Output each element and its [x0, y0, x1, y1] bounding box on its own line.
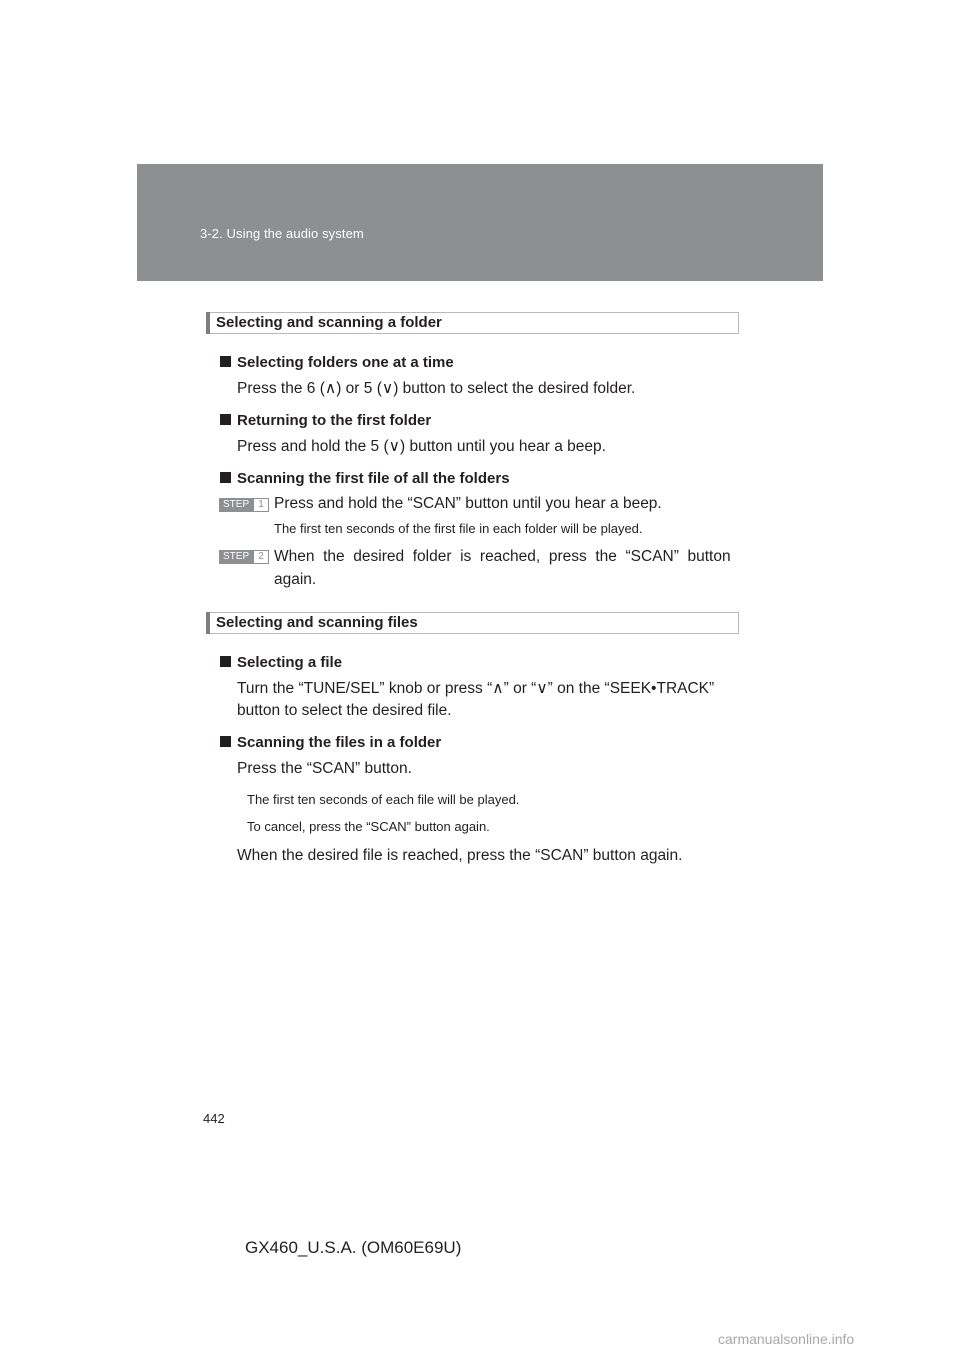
instruction-text-continued: button to select the desired file.: [237, 702, 452, 719]
heading-bar: [206, 612, 210, 634]
note-text: The first ten seconds of each file will be played.: [247, 792, 520, 807]
subheading-scanning-folders: Scanning the first file of all the folders: [220, 470, 510, 487]
subheading-selecting-folders: Selecting folders one at a time: [220, 354, 454, 371]
square-bullet-icon: [220, 472, 231, 483]
heading-bar: [206, 312, 210, 334]
header-band: [137, 164, 823, 281]
subheading-selecting-file: Selecting a file: [220, 654, 342, 671]
step-badge-1: STEP 1: [219, 498, 269, 512]
step-2-text-continued: again.: [274, 571, 317, 588]
subheading-returning: Returning to the first folder: [220, 412, 431, 429]
page-number: 442: [203, 1111, 225, 1126]
section-label: 3-2. Using the audio system: [200, 226, 364, 241]
manual-code: GX460_U.S.A. (OM60E69U): [245, 1238, 462, 1257]
note-text: To cancel, press the “SCAN” button again.: [247, 819, 490, 834]
subheading-scanning-files: Scanning the files in a folder: [220, 734, 441, 751]
note-text: The first ten seconds of the first file in each folder will be played.: [274, 521, 643, 536]
square-bullet-icon: [220, 356, 231, 367]
section-title: Selecting and scanning a folder: [216, 314, 442, 331]
square-bullet-icon: [220, 414, 231, 425]
section-heading-files: [206, 612, 739, 634]
instruction-text: When the desired file is reached, press the “SCAN” button again.: [237, 847, 683, 864]
section-heading-folder: [206, 312, 739, 334]
instruction-text: Press and hold the 5 (∨) button until you hear a beep.: [237, 438, 606, 455]
step-1-text: Press and hold the “SCAN” button until you hear a beep.: [274, 495, 662, 512]
watermark: carmanualsonline.info: [718, 1331, 855, 1347]
section-title: Selecting and scanning files: [216, 614, 418, 631]
square-bullet-icon: [220, 656, 231, 667]
instruction-text: Press the “SCAN” button.: [237, 760, 412, 777]
instruction-text: Turn the “TUNE/SEL” knob or press “∧” or “∨” on the “SEEK•TRACK”: [237, 680, 715, 697]
step-2-text: When the desired folder is reached, press the “SCAN” button: [274, 548, 731, 565]
instruction-text: Press the 6 (∧) or 5 (∨) button to select the desired folder.: [237, 380, 636, 397]
step-badge-2: STEP 2: [219, 550, 269, 564]
square-bullet-icon: [220, 736, 231, 747]
